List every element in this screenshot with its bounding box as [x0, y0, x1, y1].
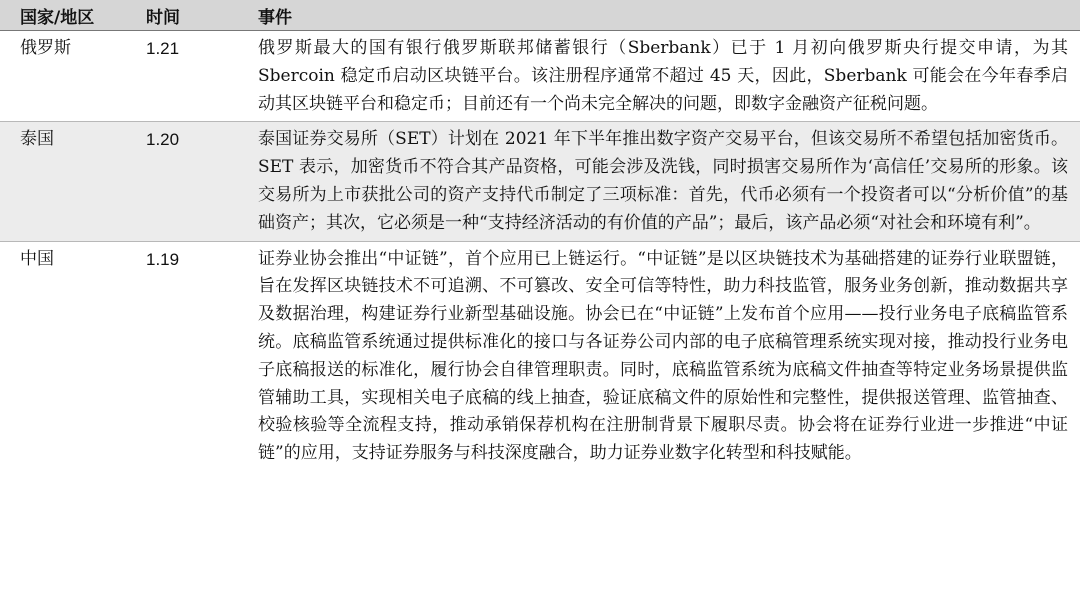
cell-time: 1.21	[132, 31, 254, 122]
header-country: 国家/地区	[0, 0, 132, 31]
cell-country: 泰国	[0, 122, 132, 241]
header-row	[0, 0, 1080, 31]
cell-event: 俄罗斯最大的国有银行俄罗斯联邦储蓄银行（Sberbank）已于 1 月初向俄罗斯央行提交申请，为其 Sbercoin 稳定币启动区块链平台。该注册程序通常不超过 45 天，因此，Sberbank 可能会在今年春季启动其区块链平台和稳定币；目前还有一个尚未完全解决的问题，即数字金融资产征税问题。	[254, 31, 1080, 122]
cell-time: 1.19	[146, 249, 180, 269]
cell-country: 俄罗斯	[0, 31, 132, 122]
cell-country: 中国	[20, 248, 54, 269]
cell-time: 1.20	[132, 122, 254, 241]
header-event: 事件	[254, 0, 1080, 31]
cell-event: 证券业协会推出“中证链”，首个应用已上链运行。“中证链”是以区块链技术为基础搭建的证券行业联盟链，旨在发挥区块链技术不可追溯、不可篡改、安全可信等特性，助力科技监管，服务业务创新，推动数据共享及数据治理，构建证券行业新型基础设施。协会已在“中证链”上发布首个应用——投行业务电子底稿监管系统。底稿监管系统通过提供标准化的接口与各证券公司内部的电子底稿管理系统实现对接，推动投行业务电子底稿报送的标准化，履行协会自律管理职责。同时，底稿监管系统为底稿文件抽查等特定业务场景提供监管辅助工具，实现相关电子底稿的线上抽查，验证底稿文件的原始性和完整性，提供报送管理、监管抽查、校验核验等全流程支持，推动承销保荐机构在注册制背景下履职尽责。协会将在证券行业进一步推进“中证链”的应用，支持证券服务与科技深度融合，助力证券业数字化转型和科技赋能。	[258, 248, 1068, 464]
cell-event: 泰国证券交易所（SET）计划在 2021 年下半年推出数字资产交易平台，但该交易所不希望包括加密货币。SET 表示，加密货币不符合其产品资格，可能会涉及洗钱，同时损害交易所作为‘高信任’交易所的形象。该交易所为上市获批公司的资产支持代币制定了三项标准：首先，代币必须有一个投资者可以“分析价值”的基础资产；其次，它必须是一种“支持经济活动的有价值的产品”；最后，该产品必须“对社会和环境有利”。	[254, 122, 1080, 241]
table-row	[0, 241, 1080, 471]
header-time: 时间	[132, 0, 254, 31]
table-row	[0, 31, 1080, 122]
table-row	[0, 122, 1080, 241]
